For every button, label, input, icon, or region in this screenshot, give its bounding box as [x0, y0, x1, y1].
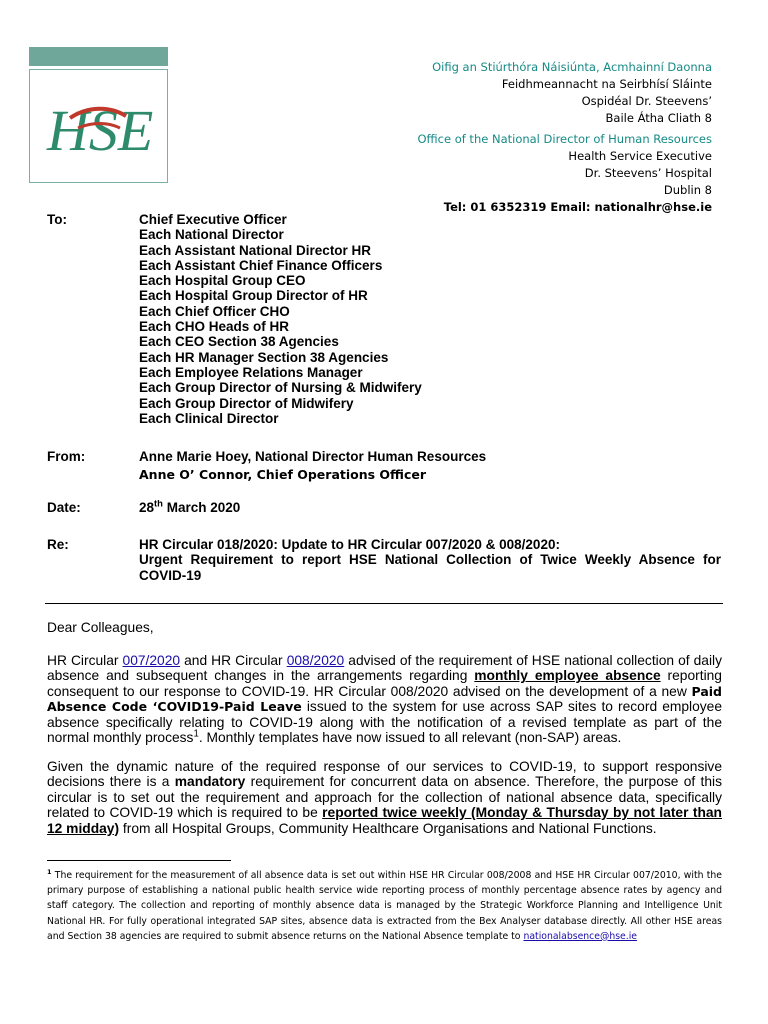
hse-logo-mark — [30, 70, 167, 182]
irish-address-line: Feidhmeannacht na Seirbhísí Sláinte — [501, 77, 712, 91]
logo-top-bar — [29, 47, 168, 66]
circular-007-link[interactable]: 007/2020 — [122, 653, 181, 668]
recipient: Each Hospital Group Director of HR — [139, 288, 368, 304]
recipient: Each Clinical Director — [139, 410, 279, 426]
footnote-ref: 1 — [193, 728, 199, 740]
absence-email-link[interactable]: nationalabsence@hse.ie — [523, 930, 638, 942]
paragraph-1: HR Circular 007/2020 and HR Circular 008/2020 advised of the requirement of HSE national collection of daily absence and subsequent changes in the arrangements regarding monthly employee absence reporting consequent to our response to COVID-19. HR Circular 008/2020 advised on the development of a new Paid Absence Code ‘COVID19-Paid Leave issued to the system for use across SAP sites to record employee absence specifically relating to COVID-19 along with the notification of a revised template as part of the normal monthly process$^1$. Monthly templates have now issued to all relevant (non-SAP) areas. — [47, 653, 723, 746]
irish-address — [432, 59, 712, 127]
recipient: Each CEO Section 38 Agencies — [139, 334, 339, 350]
subject — [139, 537, 721, 583]
recipient: Each Assistant Chief Finance Officers — [139, 257, 383, 273]
from-label: From: — [47, 449, 86, 464]
to-label: To: — [47, 212, 67, 227]
recipient: Each Employee Relations Manager — [139, 364, 363, 380]
divider — [45, 603, 723, 604]
office-name: Office of the National Director of Human Resources — [417, 132, 712, 146]
circular-008-link[interactable]: 008/2020 — [286, 653, 345, 668]
hse-logo — [29, 69, 168, 183]
irish-address-line: Baile Átha Cliath 8 — [605, 111, 712, 125]
monthly-absence-emphasis: monthly employee absence — [474, 668, 661, 684]
absence-code: Paid Absence Code ‘COVID19-Paid Leave — [47, 683, 722, 715]
footnote-divider — [47, 860, 231, 861]
english-address — [417, 131, 712, 216]
recipient: Each HR Manager Section 38 Agencies — [139, 349, 389, 365]
date-label: Date: — [47, 500, 81, 515]
contact-line: Tel: 01 6352319 Email: nationalhr@hse.ie — [443, 200, 712, 214]
address-line: Dublin 8 — [663, 183, 712, 197]
recipient: Each National Director — [139, 227, 284, 243]
from-line: Anne Marie Hoey, National Director Human Resources — [139, 449, 487, 464]
recipient: Each Hospital Group CEO — [139, 273, 306, 289]
address-line: Dr. Steevens’ Hospital — [584, 166, 712, 180]
recipient: Each CHO Heads of HR — [139, 319, 290, 335]
salutation: Dear Colleagues, — [47, 620, 154, 635]
paragraph-2: Given the dynamic nature of the required response of our services to COVID-19, to support responsive decisions there is a mandatory requirement for concurrent data on absence. Therefore, the purpose of this circular is to set out the requirement and approach for the collection of national absence data, specifically related to COVID-19 which is required to be reported twice weekly (Monday & Thursday by not later than 12 midday) from all Hospital Groups, Community Healthcare Organisations and National Functions. — [47, 759, 722, 836]
re-label: Re: — [47, 537, 69, 552]
recipient: Each Assistant National Director HR — [139, 242, 372, 258]
deadline-emphasis: reported twice weekly (Monday & Thursday by not later than 12 midday) — [47, 805, 722, 836]
footnote: $^1$ The requirement for the measurement of all absence data is set out within HSE HR Circular 008/2008 and HSE HR Circular 007/2010, with the primary purpose of establishing a national public health service wide reporting process of monthly percentage absence rates by agency and staff category. The collection and reporting of monthly absence data is managed by the Strategic Workforce Planning and Intelligence Unit National HR. For fully operational integrated SAP sites, absence data is extracted from the Bex Analyser database directly. All other HSE areas and Section 38 agencies are required to submit absence returns on the National Absence template to nationalabsence@hse.ie — [47, 867, 722, 942]
from-line: Anne O’ Connor, Chief Operations Officer — [139, 467, 427, 483]
irish-office-name: Oifig an Stiúrthóra Náisiúnta, Acmhainní Daonna — [432, 60, 712, 74]
subject-line: HR Circular 018/2020: Update to HR Circular 007/2020 & 008/2020: — [139, 537, 560, 552]
recipient: Each Group Director of Midwifery — [139, 395, 354, 411]
address-line: Health Service Executive — [568, 149, 712, 163]
recipients-list — [139, 212, 422, 426]
subject-line: Urgent Requirement to report HSE National Collection of Twice Weekly Absence for COVID-19 — [139, 552, 721, 583]
date-value: 28th March 2020 — [139, 498, 241, 515]
recipient: Each Group Director of Nursing & Midwifery — [139, 380, 422, 396]
recipient: Chief Executive Officer — [139, 212, 287, 227]
mandatory-emphasis: mandatory — [174, 774, 246, 790]
from-block — [139, 449, 486, 483]
logo-letters: HSE — [47, 98, 154, 163]
recipient: Each Chief Officer CHO — [139, 303, 290, 319]
irish-address-line: Ospidéal Dr. Steevens’ — [581, 94, 712, 108]
